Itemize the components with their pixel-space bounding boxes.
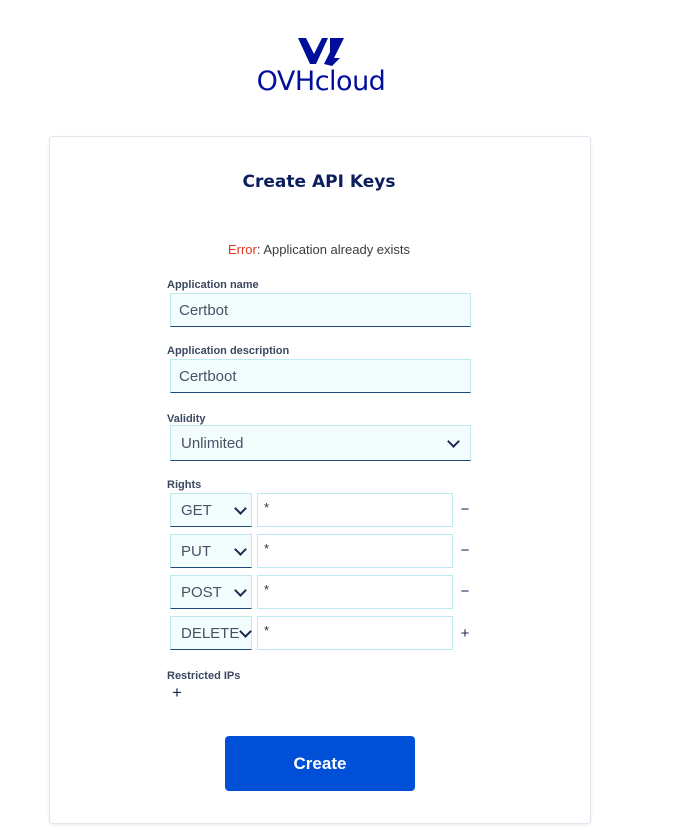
app-name-label: Application name [167,279,259,291]
error-message [0,242,638,257]
remove-right-icon[interactable]: − [460,501,470,518]
page-title: Create API Keys [242,172,396,192]
rights-method-value: POST [181,583,222,601]
app-description-label: Application description [167,345,290,357]
rights-path-input[interactable]: * [257,616,453,650]
rights-path-input[interactable]: * [257,575,453,609]
app-name-input[interactable] [170,293,471,327]
remove-right-icon[interactable]: − [460,583,470,600]
rights-method-value: GET [181,501,212,519]
app-name-value: Certbot [179,301,229,319]
add-right-icon[interactable]: + [460,625,470,642]
create-button[interactable]: Create [225,736,415,791]
app-description-value: Certboot [179,367,237,385]
error-text: : Application already exists [256,242,411,257]
rights-method-select[interactable] [170,575,252,609]
remove-right-icon[interactable]: − [460,542,470,559]
rights-path-input[interactable]: * [257,534,453,568]
validity-select[interactable] [170,425,471,461]
rights-method-select[interactable] [170,534,252,568]
chevron-down-icon [234,543,247,556]
logo-wordmark: OVHcloud [256,66,386,97]
chevron-down-icon [447,435,460,448]
add-ip-icon[interactable]: + [172,683,182,702]
ovhcloud-logo-icon [298,36,346,66]
chevron-down-icon [234,584,247,597]
rights-label: Rights [167,479,202,491]
error-prefix: Error [227,242,257,257]
create-api-keys-card [49,136,591,824]
ovhcloud-logo [254,36,388,98]
chevron-down-icon [234,502,247,515]
validity-label: Validity [167,413,206,425]
restricted-ips-label: Restricted IPs [167,670,241,682]
rights-path-input[interactable]: * [257,493,453,527]
rights-method-select[interactable] [170,616,252,650]
validity-value: Unlimited [181,434,244,452]
app-description-input[interactable] [170,359,471,393]
rights-method-value: PUT [181,542,211,560]
rights-method-value: DELETE [181,624,240,642]
chevron-down-icon [239,625,252,638]
rights-method-select[interactable] [170,493,252,527]
